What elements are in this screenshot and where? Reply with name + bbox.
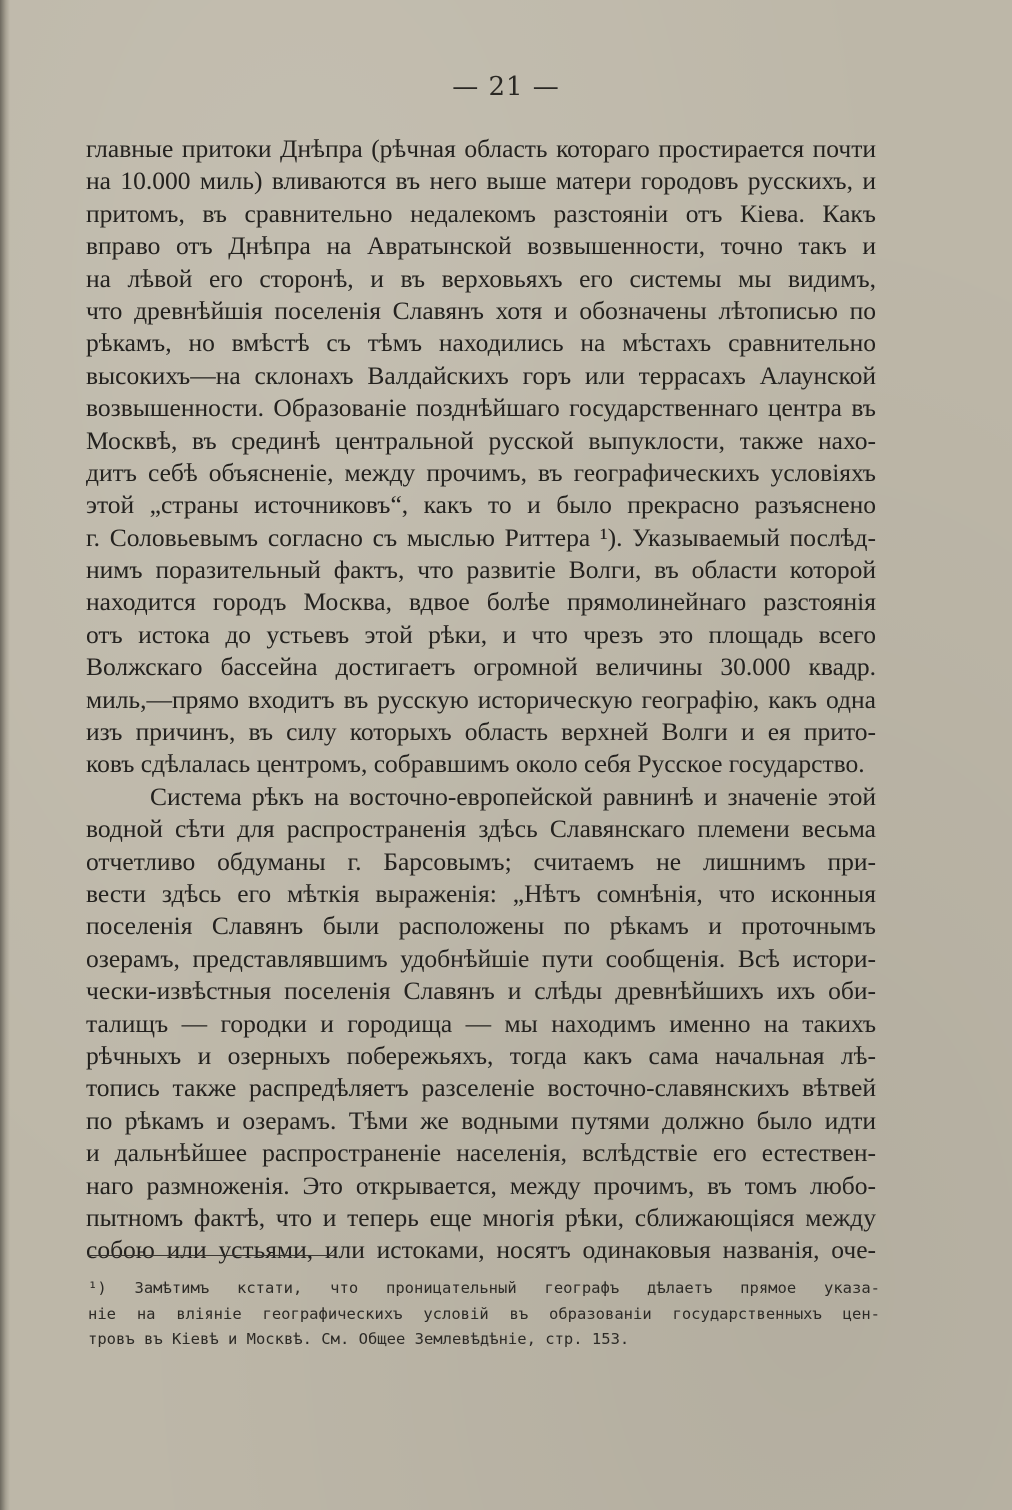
text-line: по рѣкамъ и озерамъ. Тѣми же водными путями должно было идти xyxy=(86,1105,876,1135)
text-line: талищъ — городки и городища — мы находимъ именно на такихъ xyxy=(86,1008,876,1038)
footnote-line: ¹) Замѣтимъ кстати, что проницательный географъ дѣлаетъ прямое указа- xyxy=(88,1279,880,1297)
text-line: озерамъ, представлявшимъ удобнѣйшіе пути сообщенія. Всѣ истори- xyxy=(86,943,876,973)
text-line: главные притоки Днѣпра (рѣчная область котораго простирается почти xyxy=(86,134,876,163)
text-line: вправо отъ Днѣпра на Авратынской возвышенности, точно такъ и xyxy=(86,231,876,261)
text-line: изъ причинъ, въ силу которыхъ область верхней Волги и ея прито- xyxy=(86,717,876,747)
text-line: Волжскаго бассейна достигаетъ огромной величины 30.000 квадр. xyxy=(86,652,876,682)
footnote-line: тровъ въ Кіевѣ и Москвѣ. См. Общее Землевѣдѣніе, стр. 153. xyxy=(88,1330,630,1348)
text-line: водной сѣти для распространенія здѣсь Славянскаго племени весьма xyxy=(86,814,876,844)
text-line: этой „страны источниковъ“, какъ то и было прекрасно разъяснено xyxy=(86,490,876,520)
text-line: рѣчныхъ и озерныхъ побережьяхъ, тогда какъ сама начальная лѣ- xyxy=(86,1040,876,1070)
text-line: пытномъ фактѣ, что и теперь еще многія рѣки, сближающіяся между xyxy=(86,1202,876,1232)
text-line: ковъ сдѣлалась центромъ, собравшимъ около себя Русское государство. xyxy=(86,749,865,779)
footnote-divider xyxy=(88,1255,336,1256)
text-line: собою или устьями, или истоками, носятъ одинаковыя названія, оче- xyxy=(86,1235,876,1265)
footnote xyxy=(88,1276,880,1353)
text-line: рѣкамъ, но вмѣстѣ съ тѣмъ находились на мѣстахъ сравнительно xyxy=(86,328,876,358)
text-line: поселенія Славянъ были расположены по рѣкамъ и проточнымъ xyxy=(86,911,876,941)
text-line: миль,—прямо входитъ въ русскую историческую географію, какъ одна xyxy=(86,684,876,714)
text-line: дитъ себѣ объясненіе, между прочимъ, въ географическихъ условіяхъ xyxy=(86,457,876,487)
text-line: возвышенности. Образованіе позднѣйшаго государственнаго центра въ xyxy=(86,393,876,423)
text-line: Москвѣ, въ срединѣ центральной русской выпуклости, также нахо- xyxy=(86,425,876,455)
text-line: вести здѣсь его мѣткія выраженія: „Нѣтъ сомнѣнія, что исконныя xyxy=(86,878,876,908)
text-line: г. Соловьевымъ согласно съ мыслью Риттера ¹). Указываемый послѣд- xyxy=(86,522,876,552)
text-line: нимъ поразительный фактъ, что развитіе Волги, въ области которой xyxy=(86,555,876,585)
text-line: притомъ, въ сравнительно недалекомъ разстояніи отъ Кіева. Какъ xyxy=(86,198,876,228)
text-line: находится городъ Москва, вдвое болѣе прямолинейнаго разстоянія xyxy=(86,587,876,617)
text-line: отъ истока до устьевъ этой рѣки, и что чрезъ это площадь всего xyxy=(86,619,876,649)
binding-edge xyxy=(0,0,10,1510)
text-line: на лѣвой его сторонѣ, и въ верховьяхъ его системы мы видимъ, xyxy=(86,263,876,293)
page-number: — 21 — xyxy=(452,72,560,102)
footnote-line: ніе на вліяніе географическихъ условій въ образованіи государственныхъ цен- xyxy=(88,1304,880,1323)
paragraph-start-line: Система рѣкъ на восточно-европейской равнинѣ и значеніе этой xyxy=(150,781,876,811)
text-line: чески-извѣстныя поселенія Славянъ и слѣды древнѣйшихъ ихъ оби- xyxy=(86,976,876,1006)
text-line: отчетливо обдуманы г. Барсовымъ; считаемъ не лишнимъ при- xyxy=(86,846,876,876)
text-line: наго размноженія. Это открывается, между прочимъ, въ томъ любо- xyxy=(86,1170,876,1200)
text-line: и дальнѣйшее распространеніе населенія, вслѣдствіе его естествен- xyxy=(86,1138,876,1168)
text-line: на 10.000 миль) вливаются въ него выше матери городовъ русскихъ, и xyxy=(86,166,876,196)
body-text xyxy=(86,133,876,1267)
text-line: что древнѣйшія поселенія Славянъ хотя и обозначены лѣтописью по xyxy=(86,295,876,325)
text-line: топись также распредѣляетъ разселеніе восточно-славянскихъ вѣтвей xyxy=(86,1073,876,1103)
text-line: высокихъ—на склонахъ Валдайскихъ горъ или террасахъ Алаунской xyxy=(86,360,876,390)
